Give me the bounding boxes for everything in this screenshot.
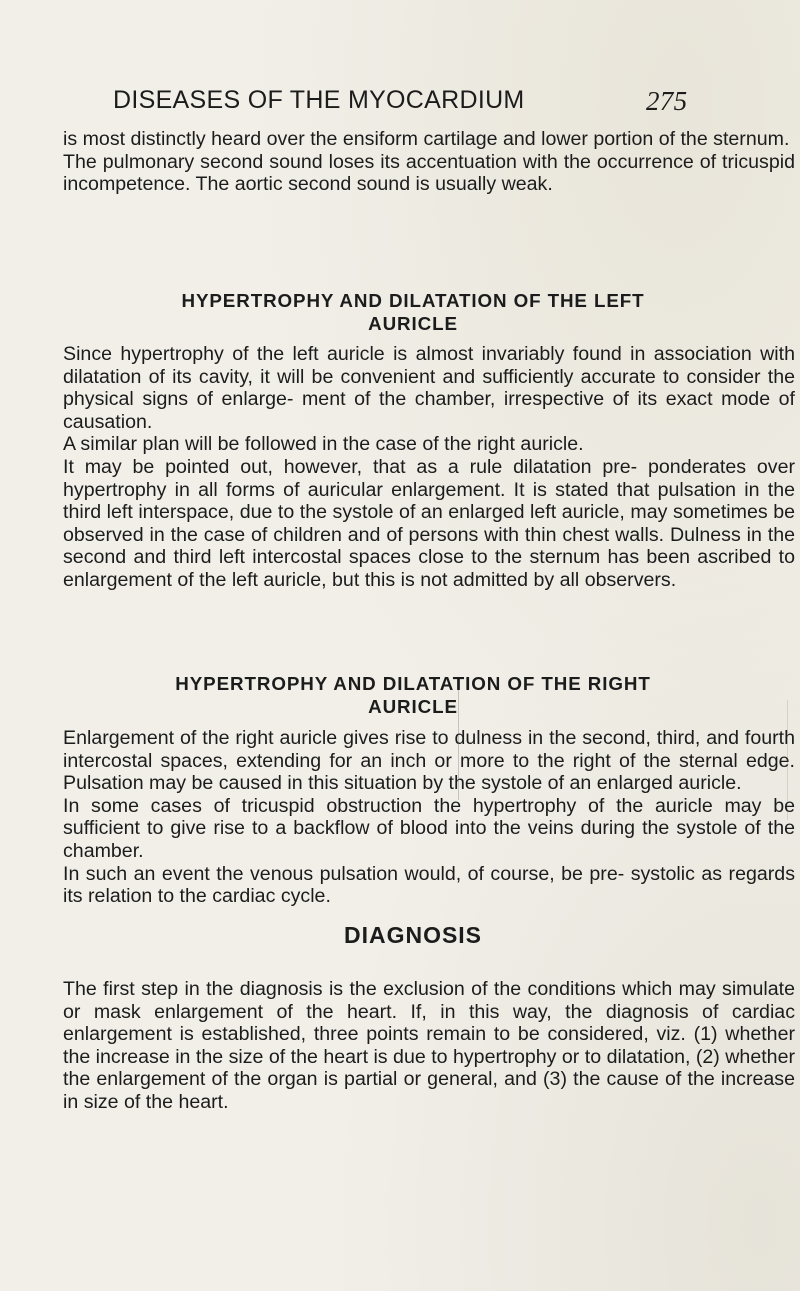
section-heading-diagnosis: DIAGNOSIS: [343, 922, 483, 948]
section-heading-line: AURICLE: [368, 313, 458, 334]
paragraph: The first step in the diagnosis is the exclusion of the conditions which may simulate or mask enlargement of the heart. If, in this way, the diagnosis of cardiac enlargement is established, three points remain to be considered, viz. (1) whether the increase in the size of the heart is due to hypertrophy or to dilatation, (2) whether the enlargement of the organ is partial or general, and (3) the cause of the increase in size of the heart.: [63, 978, 795, 1113]
chapter-title: DISEASES OF THE MYOCARDIUM: [113, 86, 525, 114]
scan-artifact: [458, 690, 459, 800]
scan-artifact: [787, 700, 788, 820]
paragraph: Since hypertrophy of the left auricle is almost invariably found in association with dilatation of its cavity, it will be convenient and sufficiently accurate to consider the physical signs of enlarge- ment of the chamber, irrespective of its exact mode of causation.: [63, 343, 795, 433]
page-number: 275: [646, 86, 688, 116]
section-heading-line: HYPERTROPHY AND DILATATION OF THE RIGHT: [175, 673, 651, 694]
paragraph: In some cases of tricuspid obstruction the hypertrophy of the auricle may be sufficient to give rise to a backflow of blood into the veins during the systole of the chamber.: [63, 794, 795, 862]
running-head: [113, 86, 713, 115]
diagnosis-text: [63, 978, 795, 1114]
intro-text: [63, 128, 795, 196]
section-heading-line: HYPERTROPHY AND DILATATION OF THE LEFT: [181, 290, 645, 311]
left-auricle-text: [63, 343, 795, 592]
paragraph: Enlargement of the right auricle gives rise to dulness in the second, third, and fourth intercostal spaces, extending for an inch or more to the right of the sternal edge. Pulsation may be caused in this situation by the systole of an enlarged auricle.: [63, 727, 795, 795]
section-heading-line: AURICLE: [368, 696, 458, 717]
paragraph: A similar plan will be followed in the case of the right auricle.: [63, 433, 584, 456]
paragraph: In such an event the venous pulsation would, of course, be pre- systolic as regards its relation to the cardiac cycle.: [63, 862, 795, 908]
right-auricle-text: [63, 727, 795, 908]
intro-paragraph-2: The pulmonary second sound loses its accentuation with the occurrence of tricuspid incompetence. The aortic second sound is usually weak.: [63, 150, 795, 196]
paragraph: It may be pointed out, however, that as a rule dilatation pre- ponderates over hypertrophy in all forms of auricular enlargement. It is stated that pulsation in the third left interspace, due to the systole of an enlarged left auricle, may sometimes be observed in the case of children and of persons with thin chest walls. Dulness in the second and third left intercostal spaces close to the sternum has been ascribed to enlargement of the left auricle, but this is not admitted by all observers.: [63, 455, 795, 591]
section-heading-left-auricle: [63, 289, 763, 335]
section-heading-right-auricle: [63, 672, 763, 718]
intro-paragraph-1: is most distinctly heard over the ensiform cartilage and lower portion of the sternum.: [63, 128, 790, 150]
